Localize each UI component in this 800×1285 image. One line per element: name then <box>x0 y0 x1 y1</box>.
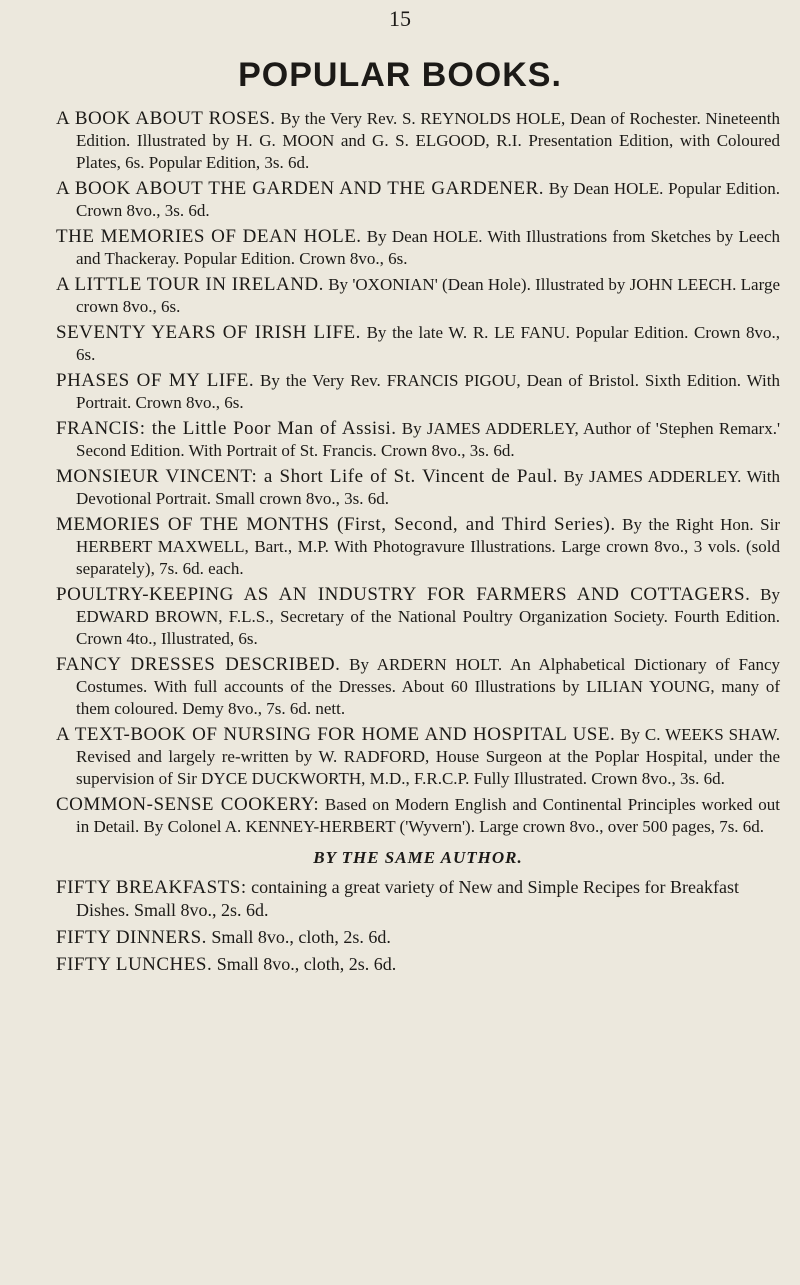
book-list <box>56 108 780 980</box>
book-entry <box>56 466 780 510</box>
book-title: POULTRY-KEEPING AS AN INDUSTRY FOR FARMERS AND COTTAGERS. <box>56 584 751 605</box>
book-entry <box>56 876 780 922</box>
book-title: FRANCIS: the Little Poor Man of Assisi. <box>56 418 397 439</box>
book-title: A BOOK ABOUT ROSES. <box>56 108 276 129</box>
book-title: MONSIEUR VINCENT: a Short Life of St. Vincent de Paul. <box>56 466 558 487</box>
book-description: By 'OXONIAN' (Dean Hole). Illustrated by JOHN LEECH. Large crown 8vo., 6s. <box>76 275 780 316</box>
book-description: By the late W. R. LE FANU. Popular Edition. Crown 8vo., 6s. <box>76 323 780 364</box>
book-title: FIFTY LUNCHES. <box>56 954 213 975</box>
book-entry <box>56 926 780 949</box>
book-title: FANCY DRESSES DESCRIBED. <box>56 654 341 675</box>
book-entry <box>56 654 780 720</box>
book-description: By the Very Rev. FRANCIS PIGOU, Dean of Bristol. Sixth Edition. With Portrait. Crown 8vo., 6s. <box>76 371 780 412</box>
book-title: A BOOK ABOUT THE GARDEN AND THE GARDENER. <box>56 178 545 199</box>
book-entry <box>56 370 780 414</box>
book-entry <box>56 226 780 270</box>
book-entry <box>56 953 780 976</box>
book-entry <box>56 514 780 580</box>
book-description: By the Right Hon. Sir HERBERT MAXWELL, Bart., M.P. With Photogravure Illustrations. Large crown 8vo., 3 vols. (sold separately), 7s. 6d. each. <box>76 515 780 578</box>
book-description: By JAMES ADDERLEY. With Devotional Portrait. Small crown 8vo., 3s. 6d. <box>76 467 780 508</box>
book-title: COMMON-SENSE COOKERY: <box>56 794 320 815</box>
book-title: SEVENTY YEARS OF IRISH LIFE. <box>56 322 361 343</box>
book-description: By Dean HOLE. With Illustrations from Sketches by Leech and Thackeray. Popular Edition. Crown 8vo., 6s. <box>76 227 781 268</box>
book-entry <box>56 418 780 462</box>
book-description: containing a great variety of New and Simple Recipes for Breakfast Dishes. Small 8vo., 2s. 6d. <box>76 877 739 920</box>
book-description: Based on Modern English and Continental Principles worked out in Detail. By Colonel A. KENNEY-HERBERT ('Wyvern'). Large crown 8vo., over 500 pages, 7s. 6d. <box>76 795 780 836</box>
book-description: By EDWARD BROWN, F.L.S., Secretary of the National Poultry Organization Society. Fourth Edition. Crown 4to., Illustrated, 6s. <box>76 585 780 648</box>
book-title: MEMORIES OF THE MONTHS (First, Second, and Third Series). <box>56 514 616 535</box>
book-title: THE MEMORIES OF DEAN HOLE. <box>56 226 362 247</box>
book-title: PHASES OF MY LIFE. <box>56 370 255 391</box>
book-description: Small 8vo., cloth, 2s. 6d. <box>206 927 391 947</box>
book-entry <box>56 322 780 366</box>
book-entry <box>56 794 780 838</box>
book-title: A LITTLE TOUR IN IRELAND. <box>56 274 324 295</box>
page-number: 15 <box>389 6 411 31</box>
same-author-heading: BY THE SAME AUTHOR. <box>313 848 523 867</box>
book-description: By the Very Rev. S. REYNOLDS HOLE, Dean of Rochester. Nineteenth Edition. Illustrated by H. G. MOON and G. S. ELGOOD, R.I. Presentation Edition, with Coloured Plates, 6s. Popular Edition, 3s. 6d. <box>76 109 780 172</box>
book-description: By ARDERN HOLT. An Alphabetical Dictionary of Fancy Costumes. With full accounts of the Dresses. About 60 Illustrations by LILIAN YOUNG, many of them coloured. Demy 8vo., 7s. 6d. nett. <box>76 655 780 718</box>
book-title: FIFTY DINNERS. <box>56 927 207 948</box>
book-entry <box>56 724 780 790</box>
book-description: By C. WEEKS SHAW. Revised and largely re-written by W. RADFORD, House Surgeon at the Poplar Hospital, under the supervision of Sir DYCE DUCKWORTH, M.D., F.R.C.P. Fully Illustrated. Crown 8vo., 3s. 6d. <box>76 725 780 788</box>
book-entry <box>56 274 780 318</box>
book-entry <box>56 108 780 174</box>
book-description: By JAMES ADDERLEY, Author of 'Stephen Remarx.' Second Edition. With Portrait of St. Francis. Crown 8vo., 3s. 6d. <box>76 419 781 460</box>
book-description: Small 8vo., cloth, 2s. 6d. <box>212 954 397 974</box>
page-title: POPULAR BOOKS. <box>238 56 562 94</box>
book-entry <box>56 178 780 222</box>
book-title: FIFTY BREAKFASTS: <box>56 877 247 898</box>
book-title: A TEXT-BOOK OF NURSING FOR HOME AND HOSPITAL USE. <box>56 724 616 745</box>
book-entry <box>56 584 780 650</box>
book-description: By Dean HOLE. Popular Edition. Crown 8vo., 3s. 6d. <box>76 179 780 220</box>
